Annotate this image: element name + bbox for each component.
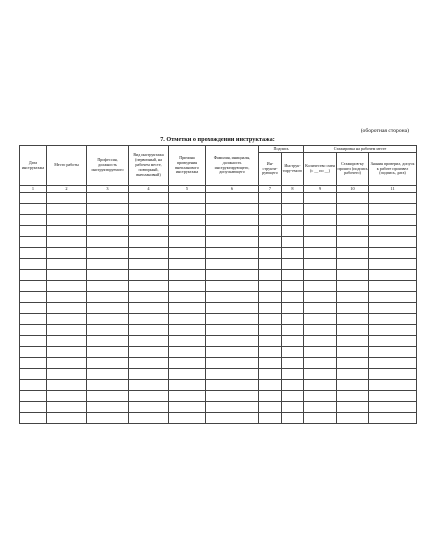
table-cell[interactable] xyxy=(87,269,129,280)
column-number: 3 xyxy=(87,186,129,193)
table-cell[interactable] xyxy=(47,368,87,379)
table-cell[interactable] xyxy=(337,401,369,412)
table-row xyxy=(20,357,417,368)
table-cell[interactable] xyxy=(304,379,337,390)
table-cell[interactable] xyxy=(259,291,282,302)
table-cell[interactable] xyxy=(369,302,417,313)
table-cell[interactable] xyxy=(87,324,129,335)
table-cell[interactable] xyxy=(369,258,417,269)
table-cell[interactable] xyxy=(20,357,47,368)
column-number: 11 xyxy=(369,186,417,193)
table-cell[interactable] xyxy=(87,313,129,324)
table-cell[interactable] xyxy=(129,258,169,269)
table-cell[interactable] xyxy=(47,390,87,401)
table-cell[interactable] xyxy=(337,357,369,368)
table-cell[interactable] xyxy=(20,412,47,423)
table-cell[interactable] xyxy=(337,247,369,258)
table-cell[interactable] xyxy=(47,258,87,269)
table-cell[interactable] xyxy=(47,192,87,203)
table-cell[interactable] xyxy=(337,280,369,291)
table-cell[interactable] xyxy=(369,192,417,203)
table-row xyxy=(20,236,417,247)
table-cell[interactable] xyxy=(206,324,259,335)
table-cell[interactable] xyxy=(169,192,206,203)
table-row xyxy=(20,368,417,379)
table-cell[interactable] xyxy=(337,412,369,423)
header-instructor-name: Фамилия, инициалы, должность инструктирующего, допускающего xyxy=(206,146,259,186)
table-cell[interactable] xyxy=(304,368,337,379)
table-cell[interactable] xyxy=(259,236,282,247)
table-cell[interactable] xyxy=(20,379,47,390)
table-cell[interactable] xyxy=(169,225,206,236)
table-cell[interactable] xyxy=(304,280,337,291)
table-cell[interactable] xyxy=(282,401,304,412)
table-cell[interactable] xyxy=(282,280,304,291)
header-workplace: Место работы xyxy=(47,146,87,186)
table-cell[interactable] xyxy=(169,368,206,379)
table-cell[interactable] xyxy=(369,313,417,324)
table-cell[interactable] xyxy=(20,214,47,225)
table-cell[interactable] xyxy=(304,203,337,214)
table-cell[interactable] xyxy=(206,247,259,258)
table-cell[interactable] xyxy=(337,346,369,357)
section-title: 7. Отметки о прохождении инструктажа: xyxy=(160,136,275,143)
table-cell[interactable] xyxy=(206,280,259,291)
table-cell[interactable] xyxy=(129,192,169,203)
briefing-log-table xyxy=(19,145,417,424)
table-cell[interactable] xyxy=(129,302,169,313)
table-row xyxy=(20,269,417,280)
table-cell[interactable] xyxy=(20,313,47,324)
table-cell[interactable] xyxy=(87,247,129,258)
table-cell[interactable] xyxy=(369,368,417,379)
table-row xyxy=(20,203,417,214)
table-cell[interactable] xyxy=(304,214,337,225)
table-cell[interactable] xyxy=(304,258,337,269)
table-cell[interactable] xyxy=(206,368,259,379)
table-cell[interactable] xyxy=(369,412,417,423)
table-cell[interactable] xyxy=(282,335,304,346)
table-cell[interactable] xyxy=(169,280,206,291)
table-cell[interactable] xyxy=(369,247,417,258)
table-cell[interactable] xyxy=(282,214,304,225)
column-number: 10 xyxy=(337,186,369,193)
table-cell[interactable] xyxy=(259,214,282,225)
header-shift-count: Количество смен (с __ по __) xyxy=(304,153,337,186)
table-cell[interactable] xyxy=(129,346,169,357)
table-cell[interactable] xyxy=(169,401,206,412)
table-cell[interactable] xyxy=(87,346,129,357)
table-cell[interactable] xyxy=(259,346,282,357)
column-number: 2 xyxy=(47,186,87,193)
table-cell[interactable] xyxy=(169,247,206,258)
table-cell[interactable] xyxy=(304,401,337,412)
table-cell[interactable] xyxy=(129,269,169,280)
table-cell[interactable] xyxy=(129,225,169,236)
table-cell[interactable] xyxy=(87,368,129,379)
table-cell[interactable] xyxy=(282,324,304,335)
table-cell[interactable] xyxy=(206,203,259,214)
table-row xyxy=(20,192,417,203)
table-cell[interactable] xyxy=(47,379,87,390)
table-cell[interactable] xyxy=(87,280,129,291)
table-cell[interactable] xyxy=(259,390,282,401)
table-cell[interactable] xyxy=(206,401,259,412)
table-cell[interactable] xyxy=(369,236,417,247)
table-cell[interactable] xyxy=(129,291,169,302)
table-cell[interactable] xyxy=(129,390,169,401)
table-cell[interactable] xyxy=(129,280,169,291)
table-row xyxy=(20,258,417,269)
table-cell[interactable] xyxy=(369,269,417,280)
table-cell[interactable] xyxy=(20,368,47,379)
table-row xyxy=(20,346,417,357)
table-cell[interactable] xyxy=(20,225,47,236)
table-cell[interactable] xyxy=(304,412,337,423)
table-cell[interactable] xyxy=(304,236,337,247)
table-cell[interactable] xyxy=(169,346,206,357)
table-cell[interactable] xyxy=(259,192,282,203)
column-number: 4 xyxy=(129,186,169,193)
table-cell[interactable] xyxy=(87,236,129,247)
table-cell[interactable] xyxy=(259,379,282,390)
column-number: 5 xyxy=(169,186,206,193)
header-knowledge-checked: Знания проверил, допуск к работе произвел (подпись, дата) xyxy=(369,153,417,186)
header-training-completed: Стажиров-ку прошел (подпись рабочего) xyxy=(337,153,369,186)
header-group-signature: Подпись xyxy=(259,146,304,153)
table-cell[interactable] xyxy=(369,379,417,390)
table-cell[interactable] xyxy=(282,390,304,401)
table-cell[interactable] xyxy=(20,236,47,247)
table-cell[interactable] xyxy=(282,357,304,368)
table-cell[interactable] xyxy=(369,324,417,335)
table-cell[interactable] xyxy=(282,203,304,214)
table-cell[interactable] xyxy=(304,324,337,335)
table-cell[interactable] xyxy=(169,313,206,324)
table-cell[interactable] xyxy=(47,280,87,291)
table-row xyxy=(20,280,417,291)
table-cell[interactable] xyxy=(169,269,206,280)
table-cell[interactable] xyxy=(337,269,369,280)
table-cell[interactable] xyxy=(259,335,282,346)
table-row xyxy=(20,313,417,324)
table-cell[interactable] xyxy=(337,324,369,335)
table-cell[interactable] xyxy=(47,401,87,412)
table-cell[interactable] xyxy=(337,335,369,346)
table-cell[interactable] xyxy=(369,291,417,302)
table-cell[interactable] xyxy=(129,324,169,335)
table-cell[interactable] xyxy=(259,401,282,412)
table-cell[interactable] xyxy=(206,412,259,423)
table-cell[interactable] xyxy=(304,346,337,357)
table-cell[interactable] xyxy=(206,346,259,357)
table-cell[interactable] xyxy=(20,302,47,313)
table-cell[interactable] xyxy=(20,192,47,203)
table-cell[interactable] xyxy=(169,335,206,346)
table-cell[interactable] xyxy=(282,225,304,236)
table-cell[interactable] xyxy=(87,357,129,368)
table-cell[interactable] xyxy=(304,225,337,236)
table-cell[interactable] xyxy=(87,335,129,346)
table-cell[interactable] xyxy=(206,291,259,302)
table-cell[interactable] xyxy=(169,291,206,302)
table-cell[interactable] xyxy=(337,225,369,236)
table-cell[interactable] xyxy=(129,401,169,412)
table-cell[interactable] xyxy=(206,379,259,390)
table-cell[interactable] xyxy=(87,258,129,269)
header-profession: Профессия, должность инструктируемого xyxy=(87,146,129,186)
table-cell[interactable] xyxy=(20,390,47,401)
table-row xyxy=(20,390,417,401)
table-cell[interactable] xyxy=(337,192,369,203)
table-cell[interactable] xyxy=(129,335,169,346)
table-cell[interactable] xyxy=(87,412,129,423)
table-cell[interactable] xyxy=(304,335,337,346)
table-cell[interactable] xyxy=(20,346,47,357)
table-cell[interactable] xyxy=(129,313,169,324)
table-cell[interactable] xyxy=(282,269,304,280)
table-cell[interactable] xyxy=(369,214,417,225)
table-cell[interactable] xyxy=(337,390,369,401)
header-unscheduled-reason: Причина проведения внепланового инструктажа xyxy=(169,146,206,186)
table-cell[interactable] xyxy=(282,379,304,390)
table-cell[interactable] xyxy=(87,390,129,401)
table-cell[interactable] xyxy=(47,291,87,302)
table-cell[interactable] xyxy=(369,280,417,291)
table-cell[interactable] xyxy=(47,335,87,346)
table-cell[interactable] xyxy=(206,313,259,324)
table-cell[interactable] xyxy=(282,346,304,357)
table-cell[interactable] xyxy=(337,258,369,269)
table-cell[interactable] xyxy=(206,214,259,225)
column-number: 1 xyxy=(20,186,47,193)
table-cell[interactable] xyxy=(259,302,282,313)
table-row xyxy=(20,379,417,390)
table-cell[interactable] xyxy=(259,412,282,423)
table-cell[interactable] xyxy=(304,269,337,280)
header-signature-instructor: Ин-структи-рующего xyxy=(259,153,282,186)
table-row xyxy=(20,412,417,423)
table-cell[interactable] xyxy=(87,291,129,302)
table-cell[interactable] xyxy=(129,247,169,258)
table-cell[interactable] xyxy=(169,379,206,390)
table-cell[interactable] xyxy=(87,225,129,236)
table-cell[interactable] xyxy=(206,390,259,401)
table-cell[interactable] xyxy=(129,357,169,368)
table-row xyxy=(20,335,417,346)
column-number: 7 xyxy=(259,186,282,193)
table-cell[interactable] xyxy=(259,313,282,324)
table-row xyxy=(20,302,417,313)
table-cell[interactable] xyxy=(337,236,369,247)
header-briefing-type: Вид инструктажа (первичный, на рабочем месте, повторный, внеплановый) xyxy=(129,146,169,186)
table-cell[interactable] xyxy=(87,203,129,214)
table-cell[interactable] xyxy=(206,357,259,368)
table-cell[interactable] xyxy=(337,214,369,225)
column-number: 6 xyxy=(206,186,259,193)
table-cell[interactable] xyxy=(169,412,206,423)
table-cell[interactable] xyxy=(206,236,259,247)
table-cell[interactable] xyxy=(20,203,47,214)
table-cell[interactable] xyxy=(87,401,129,412)
table-cell[interactable] xyxy=(87,192,129,203)
table-cell[interactable] xyxy=(282,412,304,423)
table-cell[interactable] xyxy=(129,368,169,379)
table-cell[interactable] xyxy=(47,225,87,236)
table-cell[interactable] xyxy=(206,192,259,203)
table-cell[interactable] xyxy=(47,357,87,368)
table-cell[interactable] xyxy=(20,269,47,280)
table-cell[interactable] xyxy=(20,247,47,258)
table-cell[interactable] xyxy=(282,313,304,324)
table-cell[interactable] xyxy=(47,247,87,258)
column-number: 8 xyxy=(282,186,304,193)
table-cell[interactable] xyxy=(369,225,417,236)
table-cell[interactable] xyxy=(206,258,259,269)
table-cell[interactable] xyxy=(369,346,417,357)
table-cell[interactable] xyxy=(259,280,282,291)
table-cell[interactable] xyxy=(304,390,337,401)
table-cell[interactable] xyxy=(259,269,282,280)
table-cell[interactable] xyxy=(337,368,369,379)
table-cell[interactable] xyxy=(369,390,417,401)
table-cell[interactable] xyxy=(304,313,337,324)
table-cell[interactable] xyxy=(282,302,304,313)
table-cell[interactable] xyxy=(47,214,87,225)
table-cell[interactable] xyxy=(169,258,206,269)
table-cell[interactable] xyxy=(369,203,417,214)
table-cell[interactable] xyxy=(169,203,206,214)
table-cell[interactable] xyxy=(259,225,282,236)
table-cell[interactable] xyxy=(169,324,206,335)
table-cell[interactable] xyxy=(129,203,169,214)
table-cell[interactable] xyxy=(47,236,87,247)
table-cell[interactable] xyxy=(47,412,87,423)
reverse-side-note: (оборотная сторона) xyxy=(360,128,409,134)
table-cell[interactable] xyxy=(259,324,282,335)
table-cell[interactable] xyxy=(259,247,282,258)
header-date: Дата инструктажа xyxy=(20,146,47,186)
table-cell[interactable] xyxy=(169,390,206,401)
table-cell[interactable] xyxy=(129,412,169,423)
table-cell[interactable] xyxy=(206,302,259,313)
table-row xyxy=(20,291,417,302)
table-cell[interactable] xyxy=(282,236,304,247)
table-cell[interactable] xyxy=(259,258,282,269)
table-cell[interactable] xyxy=(282,291,304,302)
table-row xyxy=(20,225,417,236)
table-cell[interactable] xyxy=(20,324,47,335)
table-cell[interactable] xyxy=(129,236,169,247)
table-cell[interactable] xyxy=(206,335,259,346)
table-cell[interactable] xyxy=(47,269,87,280)
header-group-on-the-job-training: Стажировка на рабочем месте xyxy=(304,146,417,153)
table-cell[interactable] xyxy=(282,247,304,258)
table-cell[interactable] xyxy=(47,203,87,214)
table-cell[interactable] xyxy=(206,225,259,236)
table-cell[interactable] xyxy=(369,357,417,368)
table-cell[interactable] xyxy=(47,313,87,324)
table-cell[interactable] xyxy=(169,214,206,225)
table-cell[interactable] xyxy=(337,203,369,214)
table-cell[interactable] xyxy=(304,357,337,368)
table-cell[interactable] xyxy=(282,368,304,379)
table-cell[interactable] xyxy=(337,379,369,390)
table-cell[interactable] xyxy=(169,357,206,368)
table-cell[interactable] xyxy=(369,401,417,412)
table-cell[interactable] xyxy=(337,291,369,302)
table-cell[interactable] xyxy=(259,368,282,379)
table-cell[interactable] xyxy=(20,401,47,412)
table-cell[interactable] xyxy=(129,379,169,390)
table-cell[interactable] xyxy=(337,313,369,324)
table-cell[interactable] xyxy=(304,192,337,203)
table-cell[interactable] xyxy=(282,258,304,269)
table-cell[interactable] xyxy=(304,291,337,302)
table-row xyxy=(20,247,417,258)
table-row xyxy=(20,214,417,225)
table-cell[interactable] xyxy=(304,247,337,258)
table-cell[interactable] xyxy=(47,346,87,357)
table-cell[interactable] xyxy=(169,302,206,313)
table-cell[interactable] xyxy=(47,302,87,313)
table-cell[interactable] xyxy=(259,357,282,368)
table-cell[interactable] xyxy=(337,302,369,313)
table-cell[interactable] xyxy=(47,324,87,335)
column-number: 9 xyxy=(304,186,337,193)
table-cell[interactable] xyxy=(20,280,47,291)
table-cell[interactable] xyxy=(87,379,129,390)
table-cell[interactable] xyxy=(20,258,47,269)
table-row xyxy=(20,401,417,412)
table-cell[interactable] xyxy=(20,291,47,302)
table-cell[interactable] xyxy=(20,335,47,346)
table-cell[interactable] xyxy=(129,214,169,225)
table-cell[interactable] xyxy=(282,192,304,203)
table-cell[interactable] xyxy=(87,214,129,225)
table-cell[interactable] xyxy=(206,269,259,280)
table-cell[interactable] xyxy=(369,335,417,346)
table-cell[interactable] xyxy=(87,302,129,313)
header-signature-trainee: Инструк-тиру-емого xyxy=(282,153,304,186)
table-cell[interactable] xyxy=(304,302,337,313)
table-row xyxy=(20,324,417,335)
table-cell[interactable] xyxy=(259,203,282,214)
table-cell[interactable] xyxy=(169,236,206,247)
